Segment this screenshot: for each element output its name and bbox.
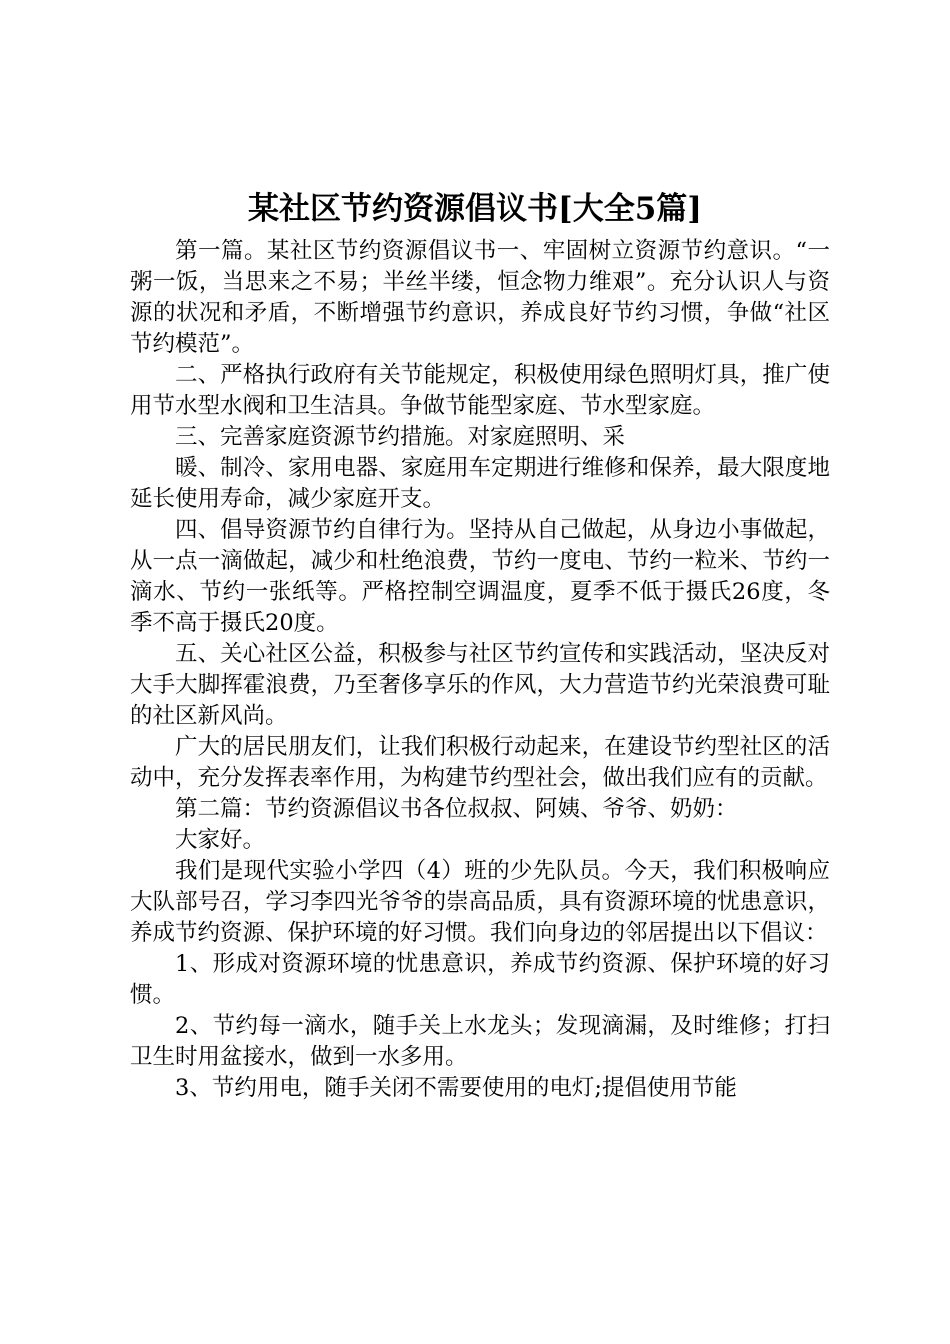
paragraph: 广大的居民朋友们，让我们积极行动起来，在建设节约型社区的活动中，充分发挥表率作用，为构建节约型社会，做出我们应有的贡献。	[130, 734, 830, 791]
paragraph: 三、完善家庭资源节约措施。对家庭照明、采	[175, 424, 626, 450]
paragraph: 2、节约每一滴水，随手关上水龙头；发现滴漏，及时维修；打扫卫生时用盆接水，做到一水多用。	[130, 1013, 830, 1070]
document-title: 某社区节约资源倡议书[大全5篇]	[248, 191, 702, 227]
paragraph: 五、关心社区公益，积极参与社区节约宣传和实践活动，坚决反对大手大脚挥霍浪费，乃至奢侈享乐的作风，大力营造节约光荣浪费可耻的社区新风尚。	[130, 641, 830, 729]
paragraph: 四、倡导资源节约自律行为。坚持从自己做起，从身边小事做起，从一点一滴做起，减少和杜绝浪费，节约一度电、节约一粒米、节约一滴水、节约一张纸等。严格控制空调温度，夏季不低于摄氏26度，冬季不高于摄氏20度。	[130, 517, 830, 636]
paragraph: 第二篇：节约资源倡议书各位叔叔、阿姨、爷爷、奶奶：	[175, 796, 738, 822]
paragraph: 3、节约用电，随手关闭不需要使用的电灯;提倡使用节能	[175, 1075, 737, 1101]
paragraph: 1、形成对资源环境的忧患意识，养成节约资源、保护环境的好习惯。	[130, 951, 830, 1008]
paragraph: 二、严格执行政府有关节能规定，积极使用绿色照明灯具，推广使用节水型水阀和卫生洁具。争做节能型家庭、节水型家庭。	[130, 362, 830, 419]
paragraph: 第一篇。某社区节约资源倡议书一、牢固树立资源节约意识。“一粥一饭，当思来之不易；半丝半缕，恒念物力维艰”。充分认识人与资源的状况和矛盾，不断增强节约意识，养成良好节约习惯，争做“社区节约模范”。	[130, 238, 830, 357]
paragraph: 暖、制冷、家用电器、家庭用车定期进行维修和保养，最大限度地延长使用寿命，减少家庭开支。	[130, 455, 830, 512]
document-body	[130, 236, 830, 1104]
paragraph: 我们是现代实验小学四（4）班的少先队员。今天，我们积极响应大队部号召，学习李四光爷爷的崇高品质，具有资源环境的忧患意识，养成节约资源、保护环境的好习惯。我们向身边的邻居提出以下倡议：	[130, 858, 830, 946]
paragraph: 大家好。	[175, 827, 266, 853]
